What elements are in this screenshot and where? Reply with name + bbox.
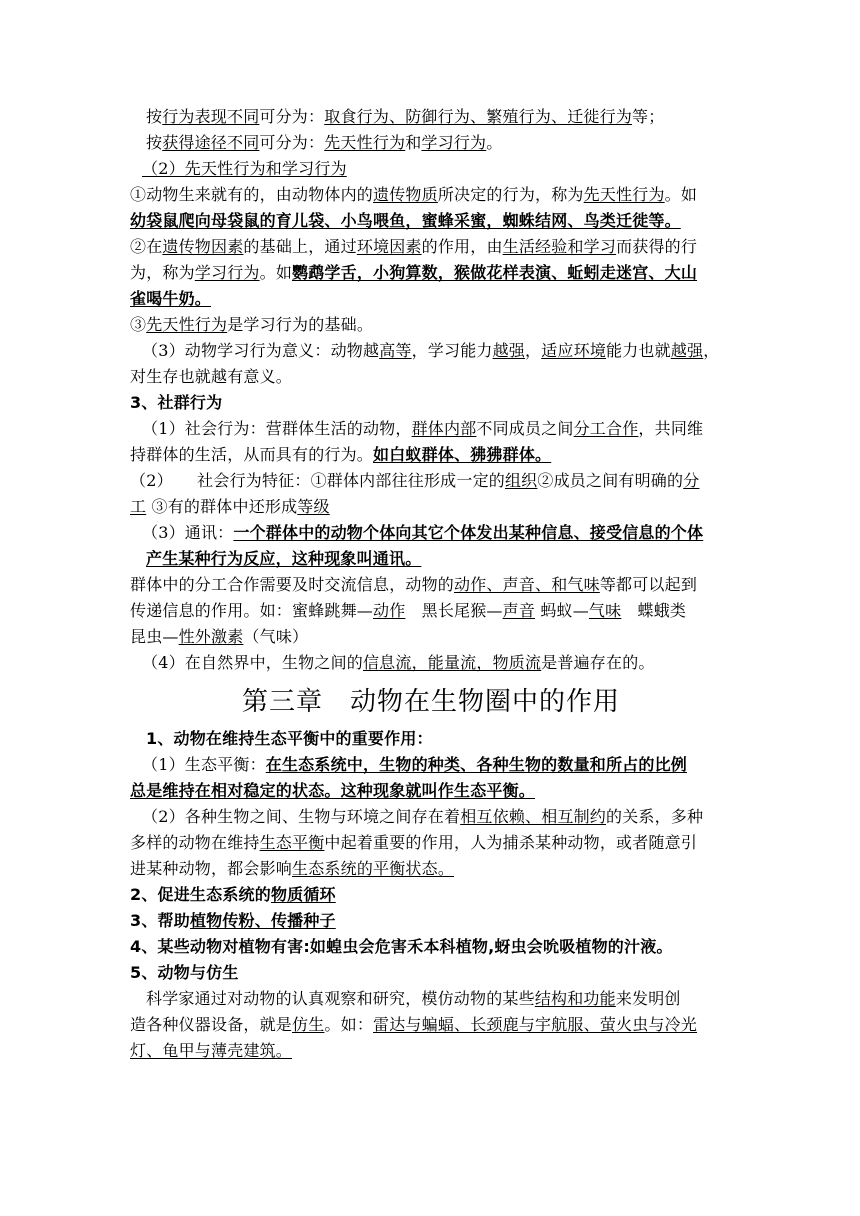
text-segment: （1）社会行为：营群体生活的动物， [142,419,412,438]
text-segment: 3、帮助 [130,911,190,930]
text-segment: 不同成员之间 [476,419,574,438]
text-segment: 可分为： [259,107,325,126]
text-line [130,598,732,624]
text-segment: 按 [146,107,163,126]
underlined-term: 灯、龟甲与薄壳建筑。 [130,1041,293,1060]
text-line [130,804,732,830]
text-segment: 而获得的行 [616,237,698,256]
underlined-term: 取食行为、防御行为、繁殖行为、迁徙行为 [324,107,633,126]
text-line [130,650,732,676]
underlined-term: 先天性行为 [324,133,406,152]
underlined-term: 在生态系统中，生物的种类、各种生物的数量和所占的比例 [265,755,687,774]
chapter-title: 第三章 动物在生物圈中的作用 [241,687,620,717]
text-segment: （气味） [243,627,309,646]
underlined-term: 信息流，能量流，物质流 [362,653,542,672]
underlined-term: 幼袋鼠爬向母袋鼠的育儿袋、小鸟喂鱼，蜜蜂采蜜，蜘蛛结网、鸟类迁徙等。 [130,211,681,230]
text-segment: 群体中的分工合作需要及时交流信息，动物的 [130,575,455,594]
underlined-term: 鹦鹉学舌，小狗算数，猴做花样表演、蚯蚓走迷宫、大山 [292,263,698,282]
underlined-term: 生态平衡 [259,833,325,852]
underlined-term: 雀喝牛奶。 [130,289,212,308]
text-segment: （2） 社会行为特征：①群体内部往往形成一定的 [130,471,505,490]
text-segment: ③有的群体中还形成 [146,497,298,516]
underlined-term: 动作、声音、和气味 [454,575,600,594]
underlined-term: 性外激素 [178,627,244,646]
underlined-term: 一个群体中的动物个体向其它个体发出某种信息、接受信息的个体 [233,523,704,542]
underlined-term: 遗传物质 [373,185,438,204]
text-line [130,130,732,156]
underlined-term: 环境因素 [356,237,422,256]
text-segment: 中起着重要的作用，人为捕杀某种动物，或者随意引 [324,833,698,852]
text-segment: 的作用，由 [421,237,503,256]
underlined-term: 行为表现不同 [162,107,260,126]
text-segment: （2）各种生物之间、生物与环境之间存在着 [142,807,461,826]
text-segment: 造各种仪器设备，就是 [130,1015,293,1034]
text-segment: 的关系，多种 [606,807,704,826]
text-segment: 。如 [664,185,698,204]
underlined-term: 工 [130,497,147,516]
text-segment: ， [703,341,720,360]
underlined-term: 获得途径不同 [162,133,260,152]
underlined-term: 产生某种行为反应，这种现象叫通讯。 [146,549,422,568]
text-line [130,286,732,312]
text-segment: 科学家通过对动物的认真观察和研究，模仿动物的某些 [146,989,535,1008]
underlined-term: 组织 [504,471,538,490]
underlined-term: 如白蚁群体、狒狒群体。 [373,445,552,464]
text-segment: 的基础上，通过 [243,237,357,256]
text-segment: 昆虫— [130,627,179,646]
section-behavior-types [130,104,732,676]
text-line [130,726,732,752]
underlined-term: 雷达与蝙蝠、长颈鹿与宇航服、萤火虫与冷光 [373,1015,698,1034]
text-line [130,182,732,208]
underlined-term: 越强 [492,341,526,360]
text-segment: 和 [405,133,422,152]
text-line [130,520,732,546]
text-segment: 。如： [324,1015,374,1034]
underlined-term: 动作 [373,601,406,620]
text-segment: 1、动物在维持生态平衡中的重要作用： [146,729,433,748]
underlined-term: 植物传粉、传播种子 [189,911,336,930]
text-segment: 3、社群行为 [130,393,223,412]
underlined-term: 学习行为 [194,263,260,282]
text-segment: ②成员之间有明确的 [537,471,684,490]
text-segment: 传递信息的作用。如：蜜蜂跳舞— [130,601,374,620]
text-line [130,494,732,520]
underlined-term: 生态系统的平衡状态。 [292,859,455,878]
text-segment: 多样的动物在维持 [130,833,260,852]
underlined-term: 结构和功能 [534,989,616,1008]
text-line [130,830,732,856]
text-segment: 蝶蛾类 [621,601,687,620]
text-line [130,390,732,416]
text-segment: 为，称为 [130,263,195,282]
underlined-term: 分 [683,471,700,490]
text-segment: ②在 [130,237,163,256]
text-line [130,856,732,882]
text-line [130,104,732,130]
underlined-term: 越强 [670,341,704,360]
underlined-term: 总是维持在相对稳定的状态。这种现象就叫作生态平衡。 [130,781,536,800]
underlined-term: 等级 [297,497,330,516]
text-segment: 2、促进生态系统的 [130,885,271,904]
text-segment: 4、某些动物对植物有害:如蝗虫会危害禾本科植物,蚜虫会吮吸植物的汁液。 [130,937,673,956]
text-line [130,234,732,260]
text-segment: 5、动物与仿生 [130,963,239,982]
text-line [130,572,732,598]
underlined-term: 群体内部 [411,419,477,438]
text-segment: 按 [146,133,163,152]
text-line [130,778,732,804]
text-segment: 可分为： [259,133,325,152]
underlined-term: 先天性行为 [146,315,228,334]
text-segment: 黑长尾猴— [405,601,503,620]
text-segment: 。如 [259,263,293,282]
text-line [130,260,732,286]
text-line [130,986,732,1012]
text-line [130,338,732,364]
text-line [130,752,732,778]
text-line [130,882,732,908]
text-line [130,468,732,494]
text-line [130,312,732,338]
text-line [130,934,732,960]
text-segment: 进某种动物，都会影响 [130,859,293,878]
underlined-term: 物质循环 [270,885,336,904]
text-line [130,624,732,650]
text-segment: ， [525,341,542,360]
underlined-term: 高等 [379,341,412,360]
text-line [130,416,732,442]
underlined-term: 仿生 [292,1015,325,1034]
underlined-term: （2）先天性行为和学习行为 [142,159,347,178]
text-line [130,364,732,390]
text-line [130,442,732,468]
text-segment: 所决定的行为，称为 [437,185,584,204]
text-line [130,1038,732,1064]
underlined-term: 学习行为 [421,133,487,152]
underlined-term: 遗传物因素 [162,237,244,256]
text-segment: 持群体的生活，从而具有的行为。 [130,445,374,464]
text-segment: 。 [486,133,503,152]
text-segment: （4）在自然界中，生物之间的 [142,653,363,672]
underlined-term: 适应环境 [541,341,607,360]
underlined-term: 相互依赖、相互制约 [460,807,606,826]
section-animal-role [130,726,732,1064]
underlined-term: 气味 [588,601,622,620]
text-segment: 能力也就 [606,341,671,360]
underlined-term: 声音 [502,601,536,620]
text-segment: 对生存也就越有意义。 [130,367,293,386]
text-segment: 是学习行为的基础。 [227,315,374,334]
text-line [130,960,732,986]
text-segment: （3）动物学习行为意义：动物越 [142,341,380,360]
text-segment: ，共同维 [638,419,704,438]
text-line [130,908,732,934]
text-segment: 蚂蚁— [535,601,589,620]
text-line [130,1012,732,1038]
text-line [130,156,732,182]
text-segment: 等都可以起到 [599,575,698,594]
text-segment: （3）通讯： [142,523,234,542]
text-line [130,208,732,234]
text-segment: 等； [632,107,665,126]
text-segment: 是普遍存在的。 [541,653,655,672]
underlined-term: 先天性行为 [583,185,665,204]
text-segment: ③ [130,315,147,334]
text-segment: ，学习能力 [411,341,493,360]
text-line [130,546,732,572]
text-segment: 来发明创 [615,989,681,1008]
text-segment: ①动物生来就有的，由动物体内的 [130,185,374,204]
underlined-term: 生活经验和学习 [502,237,617,256]
underlined-term: 分工合作 [573,419,639,438]
text-segment: （1）生态平衡： [142,755,266,774]
